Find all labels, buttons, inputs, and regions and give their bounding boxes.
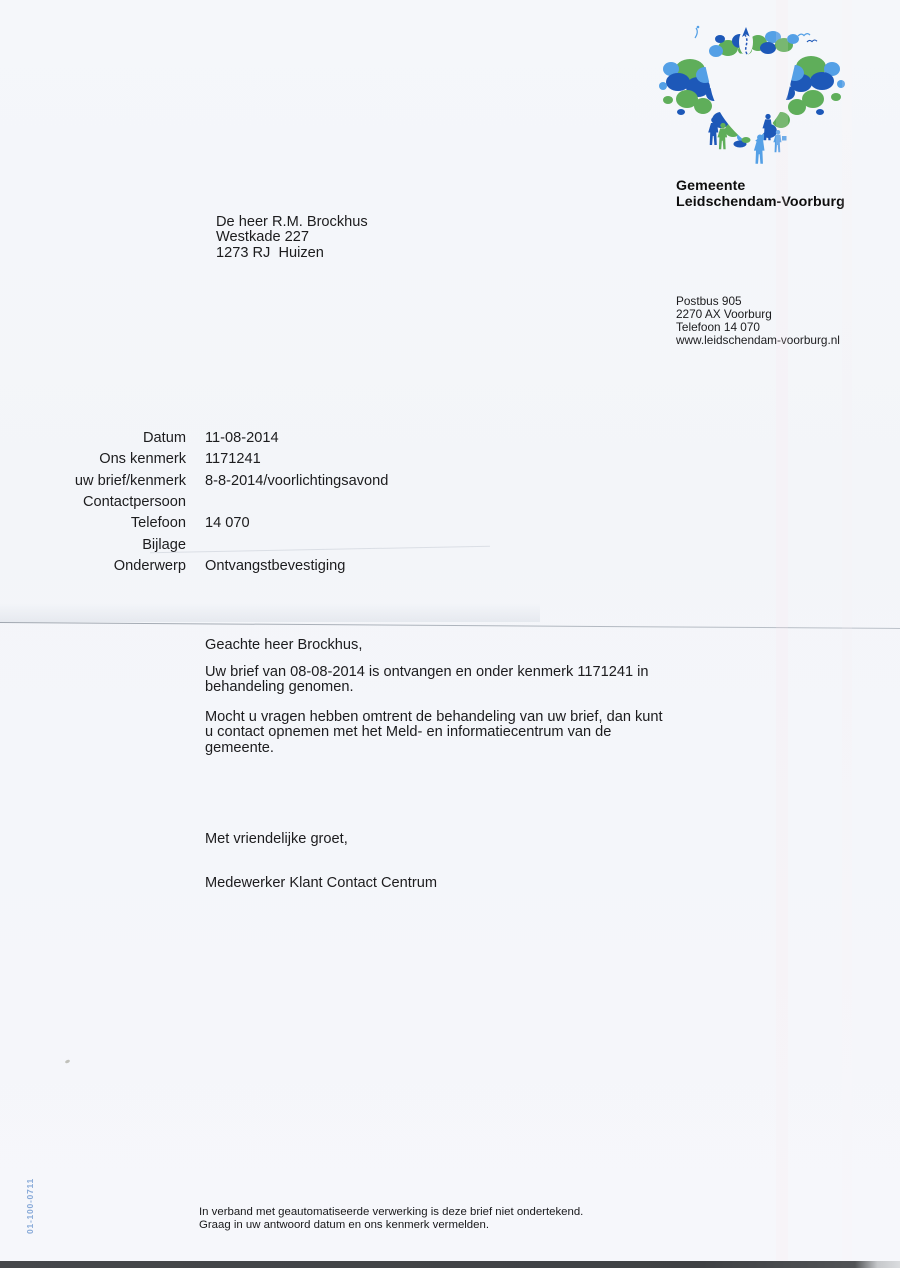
paragraph-1 xyxy=(205,665,649,696)
meta-row-contactpersoon xyxy=(32,494,388,515)
footer-line2: Graag in uw antwoord datum en ons kenmerk vermelden. xyxy=(199,1219,489,1231)
meta-value: 14 070 xyxy=(205,515,250,532)
paragraph-2-line: Mocht u vragen hebben omtrent de behandeling van uw brief, dan kunt xyxy=(205,709,663,725)
meta-value: 1171241 xyxy=(205,451,261,468)
meta-label: Onderwerp xyxy=(113,558,186,575)
footer-line1: In verband met geautomatiseerde verwerking is deze brief niet ondertekend. xyxy=(199,1206,584,1218)
meta-row-ons-kenmerk xyxy=(32,451,388,472)
letter-meta-table xyxy=(32,430,388,579)
meta-label: Telefoon xyxy=(130,515,186,532)
municipality-logo xyxy=(650,24,860,174)
paragraph-2 xyxy=(205,710,663,756)
meta-row-onderwerp xyxy=(32,558,388,579)
scan-stripe xyxy=(842,0,852,1268)
form-code: 01-100-0711 xyxy=(25,1178,35,1234)
recipient-city: 1273 RJ Huizen xyxy=(216,244,324,261)
paragraph-2-line: u contact opnemen met het Meld- en informatiecentrum van de xyxy=(205,724,612,741)
meta-value: Ontvangstbevestiging xyxy=(205,558,346,575)
meta-label: Ons kenmerk xyxy=(99,451,186,468)
paragraph-2-line: gemeente. xyxy=(205,739,274,756)
organisation-name-line1: Gemeente xyxy=(676,178,746,194)
sender-city: 2270 AX Voorburg xyxy=(676,307,772,322)
scanner-edge-strip xyxy=(0,1261,900,1268)
dust-speck xyxy=(65,1059,71,1064)
meta-row-telefoon xyxy=(32,515,388,536)
footer-note xyxy=(199,1206,583,1232)
meta-label: uw brief/kenmerk xyxy=(74,472,186,489)
meta-row-bijlage xyxy=(32,537,388,558)
scan-stripe xyxy=(776,0,788,1268)
meta-value: 8-8-2014/voorlichtingsavond xyxy=(205,472,389,489)
meta-value: 11-08-2014 xyxy=(205,430,279,446)
fold-line xyxy=(0,622,900,629)
recipient-name: De heer R.M. Brockhus xyxy=(216,214,368,230)
meta-label: Datum xyxy=(143,430,186,446)
paragraph-1-line: Uw brief van 08-08-2014 is ontvangen en onder kenmerk 1171241 in xyxy=(205,664,649,680)
organisation-name xyxy=(676,179,845,210)
recipient-address xyxy=(216,215,368,261)
meta-row-datum xyxy=(32,430,388,451)
sender-contact-block xyxy=(676,295,840,347)
sender-postbus: Postbus 905 xyxy=(676,294,742,308)
meta-label: Contactpersoon xyxy=(82,494,186,511)
meta-row-uw-brief-kenmerk xyxy=(32,473,388,494)
fold-shadow xyxy=(0,603,540,622)
closing: Met vriendelijke groet, xyxy=(205,831,348,847)
signature-role: Medewerker Klant Contact Centrum xyxy=(205,875,437,891)
paragraph-1-line: behandeling genomen. xyxy=(205,679,354,696)
recipient-street: Westkade 227 xyxy=(216,229,310,246)
salutation: Geachte heer Brockhus, xyxy=(205,637,363,653)
sender-website: www.leidschendam-voorburg.nl xyxy=(676,333,840,348)
sender-phone: Telefoon 14 070 xyxy=(676,320,760,335)
meta-label: Bijlage xyxy=(142,536,186,553)
organisation-name-line2: Leidschendam-Voorburg xyxy=(676,193,845,210)
